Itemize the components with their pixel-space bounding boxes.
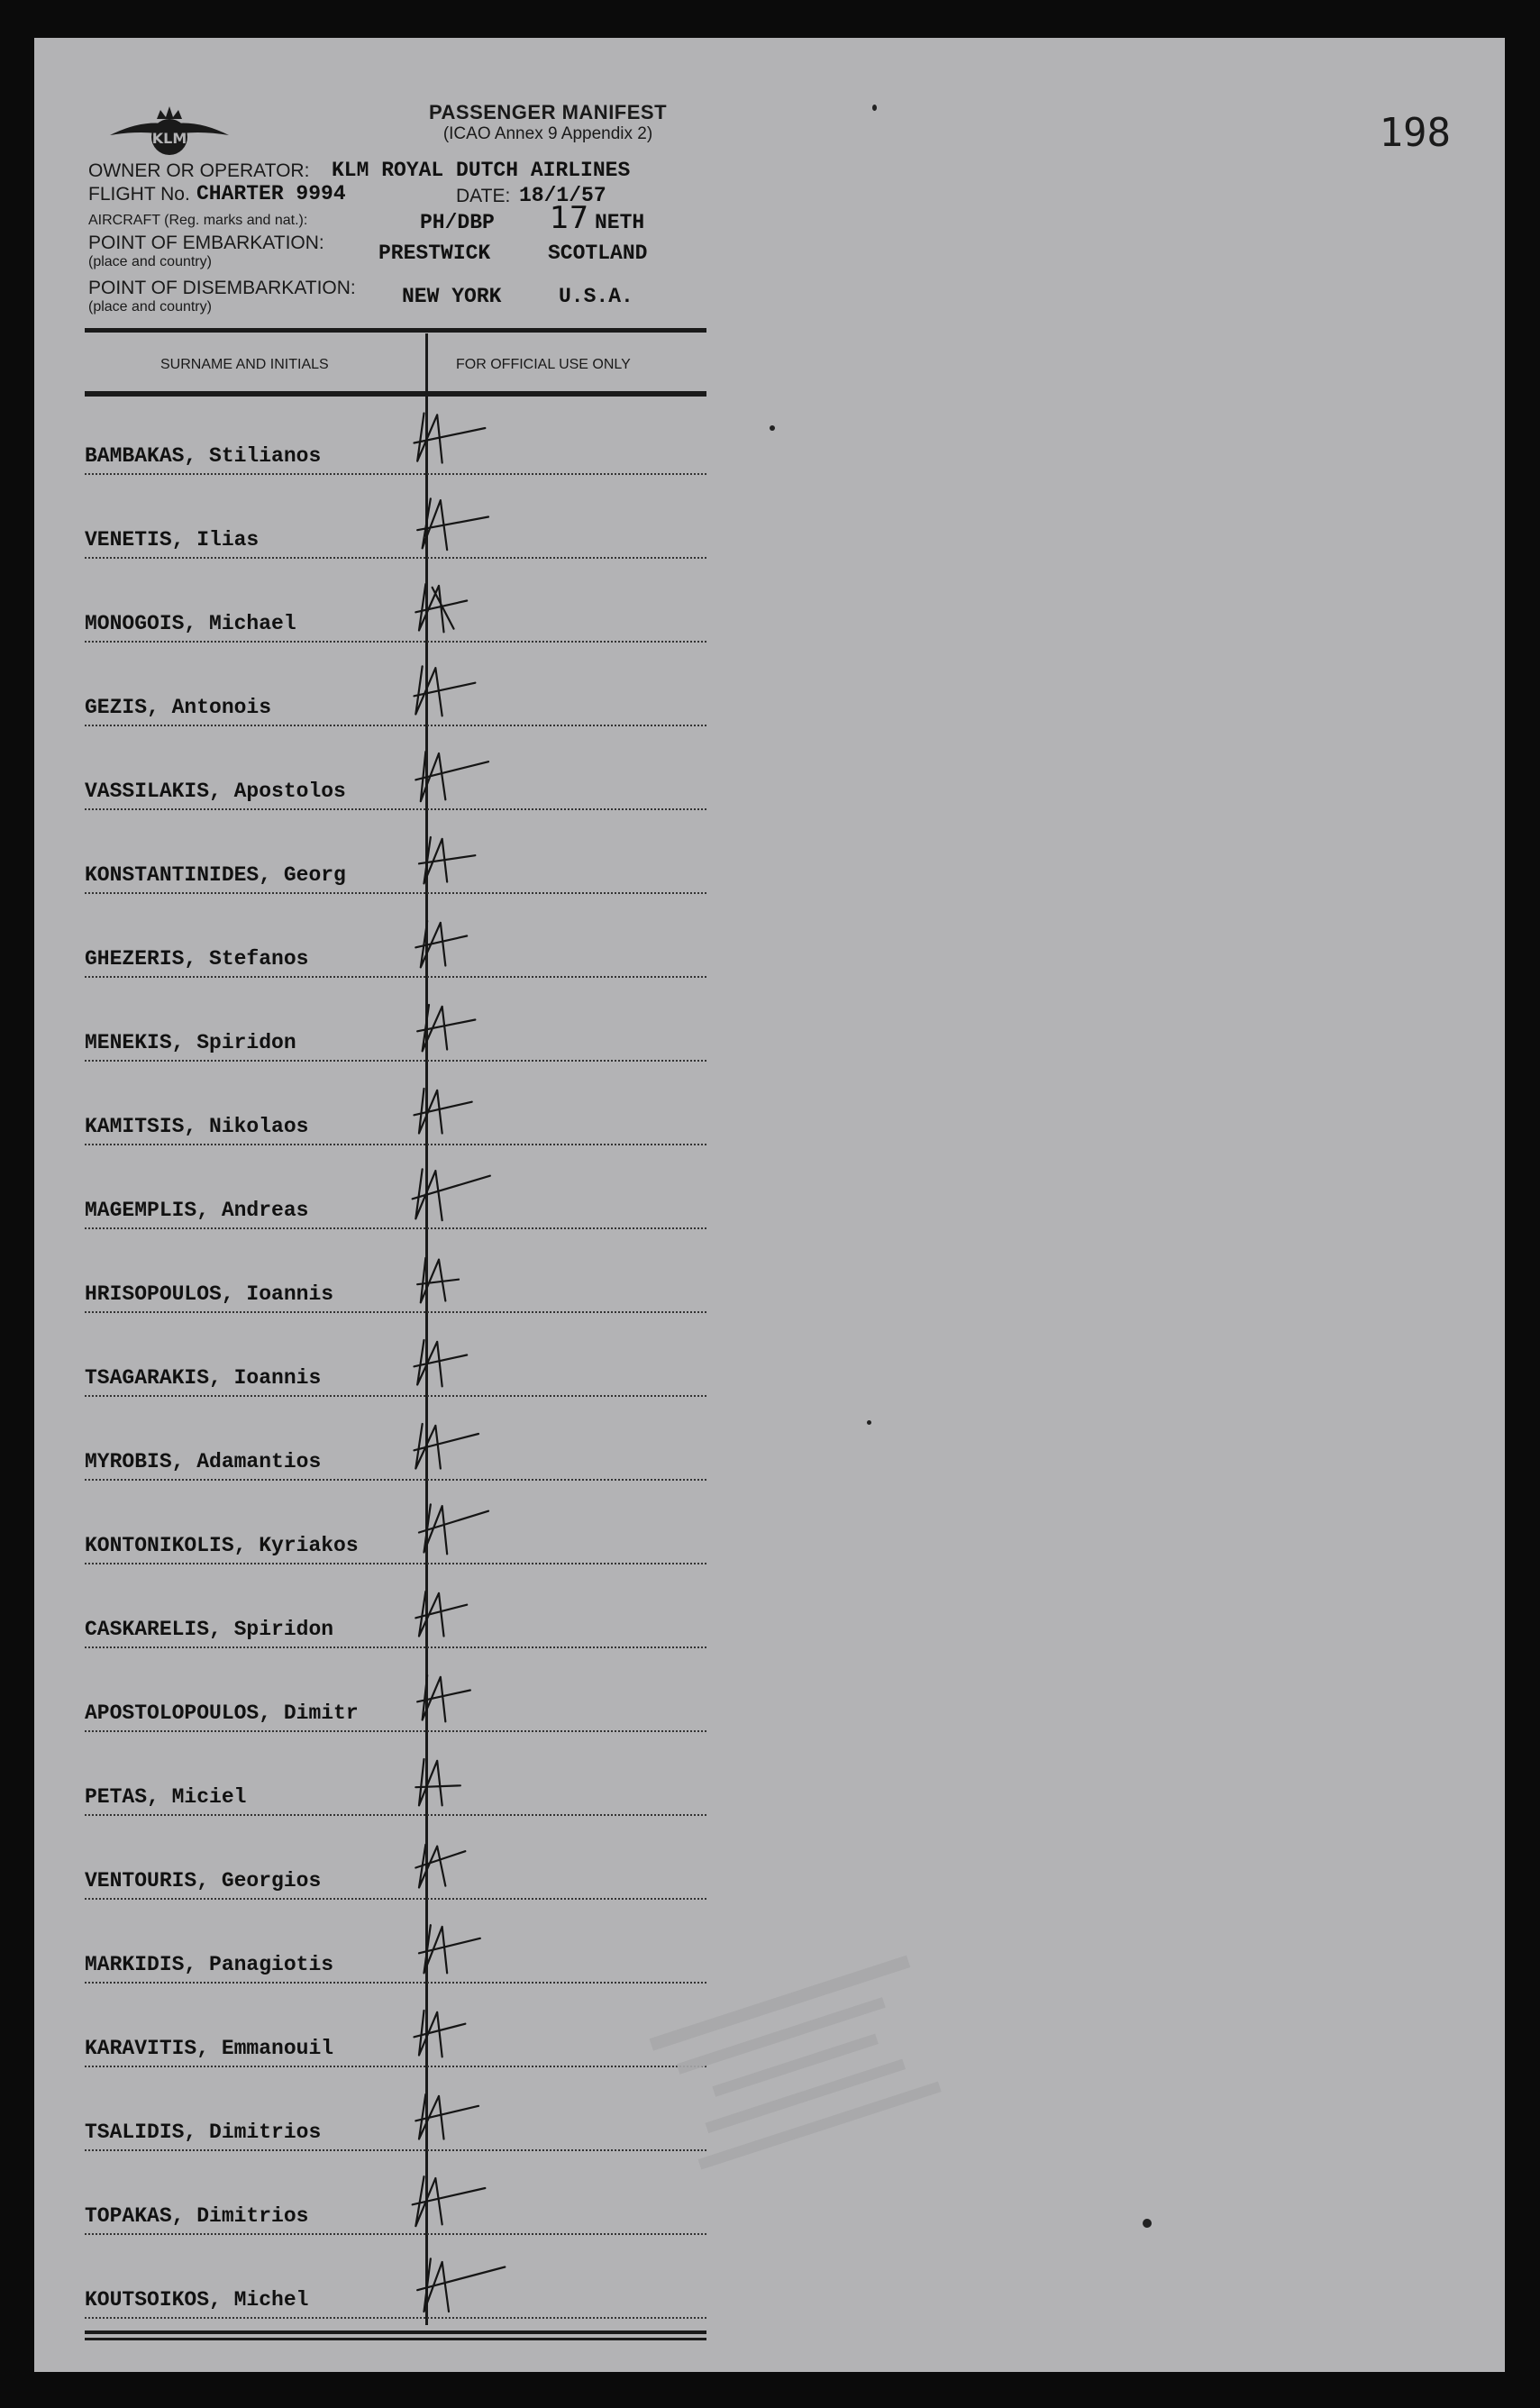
official-check-mark-icon	[409, 987, 508, 1063]
official-check-mark-icon	[409, 819, 508, 895]
official-check-mark-icon	[409, 903, 508, 979]
page-number: 198	[1379, 110, 1451, 156]
official-check-mark-icon	[409, 735, 508, 811]
embarkation-sublabel: (place and country)	[88, 254, 212, 269]
passenger-name: BAMBAKAS, Stilianos	[85, 444, 322, 468]
passenger-row	[85, 397, 706, 480]
dotted-rule	[85, 2317, 706, 2319]
passenger-name: KOUTSOIKOS, Michel	[85, 2288, 309, 2312]
passenger-name: MARKIDIS, Panagiotis	[85, 1953, 334, 1976]
official-check-mark-icon	[409, 1909, 508, 1984]
passenger-name: GEZIS, Antonois	[85, 696, 272, 719]
handwritten-17: 17	[550, 200, 589, 236]
dotted-rule	[85, 641, 706, 643]
passenger-row	[85, 2073, 706, 2157]
passenger-name: APOSTOLOPOULOS, Dimitr	[85, 1701, 359, 1725]
owner-value: KLM ROYAL DUTCH AIRLINES	[332, 159, 631, 182]
passenger-row	[85, 1821, 706, 1905]
dotted-rule	[85, 557, 706, 559]
aircraft-nationality: NETH	[595, 211, 645, 234]
passenger-name: TSAGARAKIS, Ioannis	[85, 1366, 322, 1390]
passenger-name: KARAVITIS, Emmanouil	[85, 2037, 334, 2060]
manifest-page	[34, 38, 1505, 2372]
passenger-row	[85, 1570, 706, 1654]
official-check-mark-icon	[409, 568, 508, 643]
aircraft-value: PH/DBP	[420, 211, 495, 234]
dotted-rule	[85, 892, 706, 894]
official-check-mark-icon	[409, 2244, 508, 2320]
header-rule	[85, 328, 706, 333]
official-check-mark-icon	[409, 1490, 508, 1565]
passenger-row	[85, 1486, 706, 1570]
flight-label: FLIGHT No.	[88, 184, 190, 205]
date-label: DATE:	[456, 186, 511, 206]
passenger-row	[85, 1738, 706, 1821]
passenger-name: MYROBIS, Adamantios	[85, 1450, 322, 1473]
svg-text:KLM: KLM	[151, 130, 187, 147]
speck	[1143, 2219, 1152, 2228]
passenger-name: MENEKIS, Spiridon	[85, 1031, 296, 1054]
official-check-mark-icon	[409, 1406, 508, 1482]
disembarkation-label: POINT OF DISEMBARKATION:	[88, 278, 356, 298]
passenger-row	[85, 1067, 706, 1151]
official-check-mark-icon	[409, 1825, 508, 1901]
passenger-row	[85, 1318, 706, 1402]
passenger-row	[85, 480, 706, 564]
official-check-mark-icon	[409, 1154, 508, 1230]
passenger-name: VENETIS, Ilias	[85, 528, 260, 552]
passenger-name: VENTOURIS, Georgios	[85, 1869, 322, 1893]
passenger-row	[85, 1235, 706, 1318]
dotted-rule	[85, 473, 706, 475]
embarkation-country: SCOTLAND	[548, 242, 648, 265]
dotted-rule	[85, 1395, 706, 1397]
aircraft-label: AIRCRAFT (Reg. marks and nat.):	[88, 213, 308, 228]
passenger-row	[85, 648, 706, 732]
passenger-name: GHEZERIS, Stefanos	[85, 947, 309, 971]
passenger-row	[85, 2240, 706, 2324]
passenger-row	[85, 983, 706, 1067]
dotted-rule	[85, 2149, 706, 2151]
official-check-mark-icon	[409, 2076, 508, 2152]
speck	[770, 425, 775, 431]
official-check-mark-icon	[409, 2160, 508, 2236]
footer-rule-2	[85, 2338, 706, 2340]
embarkation-place: PRESTWICK	[378, 242, 491, 265]
disembarkation-place: NEW YORK	[402, 285, 502, 308]
official-check-mark-icon	[409, 1657, 508, 1733]
dotted-rule	[85, 725, 706, 726]
passenger-name: MONOGOIS, Michael	[85, 612, 296, 635]
official-check-mark-icon	[409, 1322, 508, 1398]
official-check-mark-icon	[409, 1238, 508, 1314]
column-header-official: FOR OFFICIAL USE ONLY	[456, 357, 631, 372]
passenger-row	[85, 1905, 706, 1989]
passenger-row	[85, 1402, 706, 1486]
passenger-name: CASKARELIS, Spiridon	[85, 1618, 334, 1641]
passenger-name: TSALIDIS, Dimitrios	[85, 2121, 322, 2144]
passenger-name: KAMITSIS, Nikolaos	[85, 1115, 309, 1138]
official-check-mark-icon	[409, 400, 508, 476]
embarkation-label: POINT OF EMBARKATION:	[88, 233, 324, 253]
passenger-name: TOPAKAS, Dimitrios	[85, 2204, 309, 2228]
dotted-rule	[85, 1982, 706, 1984]
passenger-row	[85, 899, 706, 983]
speck	[872, 105, 877, 111]
dotted-rule	[85, 1060, 706, 1062]
passenger-row	[85, 1151, 706, 1235]
passenger-name: MAGEMPLIS, Andreas	[85, 1199, 309, 1222]
official-check-mark-icon	[409, 1993, 508, 2068]
dotted-rule	[85, 1898, 706, 1900]
passenger-name: PETAS, Miciel	[85, 1785, 247, 1809]
passenger-row	[85, 1989, 706, 2073]
passenger-name: KONSTANTINIDES, Georg	[85, 863, 346, 887]
passenger-name: KONTONIKOLIS, Kyriakos	[85, 1534, 359, 1557]
dotted-rule	[85, 1646, 706, 1648]
dotted-rule	[85, 1144, 706, 1145]
passenger-row	[85, 564, 706, 648]
official-check-mark-icon	[409, 652, 508, 727]
disembarkation-sublabel: (place and country)	[88, 299, 212, 315]
speck	[867, 1420, 871, 1425]
passenger-name: VASSILAKIS, Apostolos	[85, 780, 346, 803]
passenger-row	[85, 816, 706, 899]
passenger-row	[85, 732, 706, 816]
official-check-mark-icon	[409, 1071, 508, 1146]
dotted-rule	[85, 1563, 706, 1564]
owner-label: OWNER OR OPERATOR:	[88, 160, 310, 181]
passenger-row	[85, 2157, 706, 2240]
dotted-rule	[85, 1479, 706, 1481]
passenger-name: HRISOPOULOS, Ioannis	[85, 1282, 334, 1306]
dotted-rule	[85, 2233, 706, 2235]
footer-rule-1	[85, 2330, 706, 2334]
dotted-rule	[85, 808, 706, 810]
dotted-rule	[85, 1730, 706, 1732]
manifest-subtitle: (ICAO Annex 9 Appendix 2)	[442, 124, 653, 143]
dotted-rule	[85, 1814, 706, 1816]
official-check-mark-icon	[409, 1741, 508, 1817]
dotted-rule	[85, 2066, 706, 2067]
dotted-rule	[85, 976, 706, 978]
official-check-mark-icon	[409, 484, 508, 560]
dotted-rule	[85, 1311, 706, 1313]
flight-value: CHARTER 9994	[196, 182, 346, 205]
dotted-rule	[85, 1227, 706, 1229]
manifest-title: PASSENGER MANIFEST	[428, 101, 668, 123]
official-check-mark-icon	[409, 1573, 508, 1649]
date-value: 18/1/57	[519, 184, 606, 207]
passenger-row	[85, 1654, 706, 1738]
column-header-surname: SURNAME AND INITIALS	[160, 357, 329, 372]
disembarkation-country: U.S.A.	[559, 285, 633, 308]
